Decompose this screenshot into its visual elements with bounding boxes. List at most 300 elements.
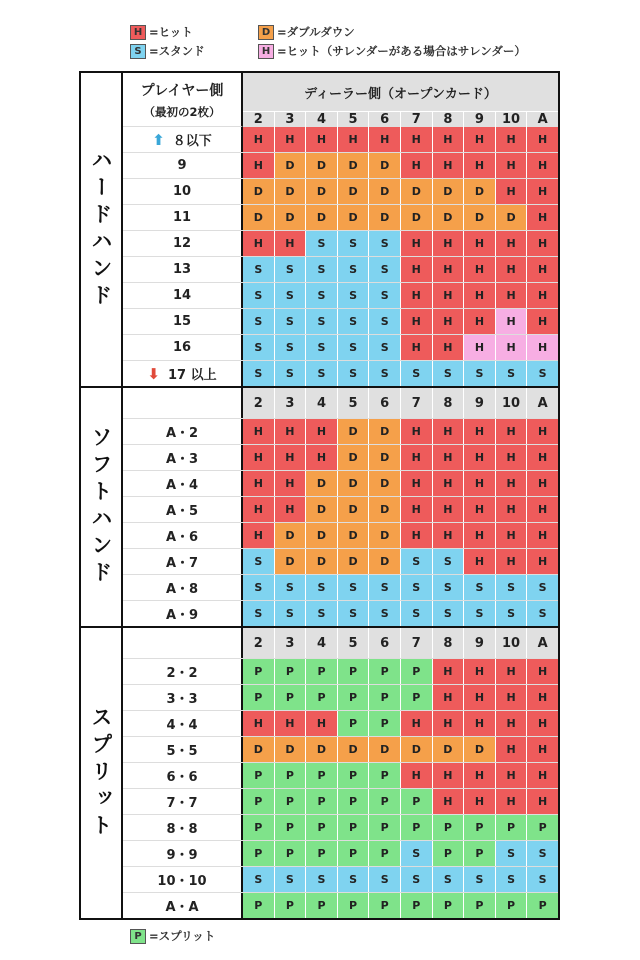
action-cell: P bbox=[243, 763, 275, 788]
action-cell: D bbox=[338, 445, 370, 470]
legend-surrender bbox=[258, 43, 526, 59]
action-cell: H bbox=[433, 789, 465, 814]
blank-header bbox=[123, 388, 243, 418]
table-row bbox=[123, 127, 558, 153]
action-cell: H bbox=[433, 335, 465, 360]
action-cell: H bbox=[527, 153, 558, 178]
action-cell: D bbox=[369, 497, 401, 522]
legend-swatch-split: P bbox=[130, 929, 146, 944]
action-cell: H bbox=[401, 153, 433, 178]
action-cell: H bbox=[275, 471, 307, 496]
action-cell: D bbox=[369, 471, 401, 496]
row-label-text: 14 bbox=[172, 288, 192, 303]
strategy-chart bbox=[79, 71, 560, 920]
table-row bbox=[123, 283, 558, 309]
action-cell: P bbox=[275, 659, 307, 684]
action-cell: H bbox=[464, 419, 496, 444]
action-cell: D bbox=[401, 179, 433, 204]
table-row bbox=[123, 789, 558, 815]
action-cell: S bbox=[275, 335, 307, 360]
dealer-card-header: 5 bbox=[338, 112, 370, 127]
dealer-card-header: 9 bbox=[464, 388, 496, 418]
action-cell: D bbox=[306, 471, 338, 496]
action-cell: P bbox=[275, 815, 307, 840]
row-label bbox=[123, 523, 243, 548]
action-cell: D bbox=[401, 205, 433, 230]
row-label bbox=[123, 867, 243, 892]
action-cell: S bbox=[496, 841, 528, 866]
action-cell: H bbox=[464, 523, 496, 548]
action-cell: S bbox=[338, 867, 370, 892]
action-cell: P bbox=[433, 893, 465, 918]
action-cell: S bbox=[401, 841, 433, 866]
action-cell: S bbox=[243, 283, 275, 308]
row-label-text: A・5 bbox=[165, 504, 199, 519]
action-cell: P bbox=[464, 815, 496, 840]
action-cell: P bbox=[243, 685, 275, 710]
table-row bbox=[123, 257, 558, 283]
action-cell: P bbox=[275, 789, 307, 814]
action-cell: P bbox=[243, 841, 275, 866]
row-label-text: 17 以上 bbox=[167, 368, 217, 383]
section-hard-hand bbox=[81, 73, 558, 388]
dealer-card-header: 7 bbox=[401, 388, 433, 418]
action-cell: H bbox=[496, 179, 528, 204]
action-cell: D bbox=[338, 179, 370, 204]
action-cell: P bbox=[338, 659, 370, 684]
action-cell: D bbox=[275, 549, 307, 574]
action-cell: S bbox=[496, 361, 528, 386]
action-cell: H bbox=[496, 471, 528, 496]
action-cell: P bbox=[338, 711, 370, 736]
action-cell: H bbox=[433, 127, 465, 152]
table-row bbox=[123, 685, 558, 711]
action-cell: D bbox=[433, 205, 465, 230]
player-header bbox=[123, 73, 243, 127]
action-cell: H bbox=[496, 419, 528, 444]
row-label bbox=[123, 419, 243, 444]
action-cell: S bbox=[243, 867, 275, 892]
action-cell: S bbox=[433, 867, 465, 892]
player-subtitle: （最初の2枚） bbox=[143, 104, 221, 119]
action-cell: H bbox=[433, 153, 465, 178]
legend-swatch-hit: H bbox=[130, 25, 146, 40]
action-cell: D bbox=[243, 737, 275, 762]
dealer-card-header: 9 bbox=[464, 112, 496, 127]
dealer-card-header: 7 bbox=[401, 112, 433, 127]
action-cell: D bbox=[464, 179, 496, 204]
row-label bbox=[123, 309, 243, 334]
action-cell: H bbox=[401, 419, 433, 444]
table-row bbox=[123, 471, 558, 497]
action-cell: P bbox=[243, 789, 275, 814]
action-cell: H bbox=[401, 335, 433, 360]
action-cell: H bbox=[275, 711, 307, 736]
legend-text-split: =スプリット bbox=[149, 929, 216, 943]
table-row bbox=[123, 841, 558, 867]
action-cell: S bbox=[433, 549, 465, 574]
action-cell: H bbox=[401, 471, 433, 496]
action-cell: H bbox=[338, 127, 370, 152]
action-cell: S bbox=[527, 601, 558, 626]
action-cell: S bbox=[338, 283, 370, 308]
row-label-text: 10 bbox=[172, 184, 192, 199]
action-cell: D bbox=[306, 205, 338, 230]
action-cell: D bbox=[275, 205, 307, 230]
row-label-text: A・7 bbox=[165, 556, 199, 571]
row-label-text: 11 bbox=[172, 210, 192, 225]
action-cell: S bbox=[275, 309, 307, 334]
action-cell: H bbox=[527, 283, 558, 308]
arrow-up-icon: ⬆ bbox=[152, 130, 165, 149]
dealer-card-header: 6 bbox=[369, 388, 401, 418]
action-cell: S bbox=[275, 283, 307, 308]
action-cell: P bbox=[275, 893, 307, 918]
action-cell: P bbox=[401, 659, 433, 684]
row-label bbox=[123, 841, 243, 866]
action-cell: P bbox=[306, 893, 338, 918]
row-label bbox=[123, 549, 243, 574]
dealer-card-header: A bbox=[527, 388, 558, 418]
action-cell: H bbox=[243, 497, 275, 522]
table-row bbox=[123, 815, 558, 841]
action-cell: H bbox=[433, 419, 465, 444]
table-row bbox=[123, 335, 558, 361]
action-cell: H bbox=[433, 283, 465, 308]
dealer-card-header: 4 bbox=[306, 388, 338, 418]
arrow-down-icon: ⬇ bbox=[147, 364, 160, 383]
action-cell: H bbox=[243, 419, 275, 444]
row-label bbox=[123, 575, 243, 600]
row-label bbox=[123, 815, 243, 840]
action-cell: D bbox=[369, 205, 401, 230]
row-label-text: A・2 bbox=[165, 426, 199, 441]
action-cell: P bbox=[369, 685, 401, 710]
row-label-text: 2・2 bbox=[166, 666, 198, 681]
action-cell: H bbox=[433, 523, 465, 548]
row-label bbox=[123, 361, 243, 386]
row-label-text: A・4 bbox=[165, 478, 199, 493]
action-cell: S bbox=[464, 867, 496, 892]
dealer-card-row bbox=[123, 388, 558, 419]
action-cell: D bbox=[369, 445, 401, 470]
player-title: プレイヤー側 bbox=[140, 82, 224, 99]
action-cell: P bbox=[243, 815, 275, 840]
dealer-card-header: 8 bbox=[433, 388, 465, 418]
row-label bbox=[123, 737, 243, 762]
action-cell: P bbox=[275, 685, 307, 710]
action-cell: P bbox=[401, 789, 433, 814]
dealer-card-header: 3 bbox=[275, 112, 307, 127]
action-cell: P bbox=[306, 841, 338, 866]
action-cell: H bbox=[496, 523, 528, 548]
row-label-text: 9・9 bbox=[166, 848, 198, 863]
table-row bbox=[123, 737, 558, 763]
action-cell: H bbox=[275, 497, 307, 522]
legend-double bbox=[258, 24, 355, 40]
action-cell: H bbox=[433, 471, 465, 496]
action-cell: S bbox=[433, 361, 465, 386]
action-cell: D bbox=[369, 419, 401, 444]
action-cell: H bbox=[527, 659, 558, 684]
action-cell: H bbox=[464, 153, 496, 178]
action-cell: S bbox=[369, 867, 401, 892]
table-row bbox=[123, 523, 558, 549]
action-cell: D bbox=[338, 737, 370, 762]
action-cell: H bbox=[306, 445, 338, 470]
table-row bbox=[123, 601, 558, 626]
action-cell: S bbox=[243, 257, 275, 282]
action-cell: P bbox=[275, 841, 307, 866]
dealer-card-header: 4 bbox=[306, 112, 338, 127]
action-cell: S bbox=[369, 335, 401, 360]
action-cell: H bbox=[433, 445, 465, 470]
action-cell: S bbox=[243, 309, 275, 334]
action-cell: H bbox=[496, 549, 528, 574]
row-label bbox=[123, 179, 243, 204]
action-cell: S bbox=[306, 601, 338, 626]
row-label bbox=[123, 497, 243, 522]
action-cell: H bbox=[243, 523, 275, 548]
section-label: ハードハンド bbox=[89, 148, 113, 311]
dealer-card-header: 10 bbox=[496, 628, 528, 658]
legend-hit bbox=[130, 24, 193, 40]
action-cell: S bbox=[527, 575, 558, 600]
action-cell: S bbox=[401, 549, 433, 574]
action-cell: P bbox=[401, 685, 433, 710]
table-row bbox=[123, 893, 558, 918]
action-cell: H bbox=[496, 231, 528, 256]
action-cell: S bbox=[496, 867, 528, 892]
dealer-card-header: 6 bbox=[369, 628, 401, 658]
row-label-text: 5・5 bbox=[166, 744, 198, 759]
row-label bbox=[123, 789, 243, 814]
table-row bbox=[123, 153, 558, 179]
action-cell: S bbox=[243, 549, 275, 574]
table-row bbox=[123, 763, 558, 789]
action-cell: D bbox=[275, 179, 307, 204]
action-cell: H bbox=[433, 763, 465, 788]
action-cell: P bbox=[275, 763, 307, 788]
action-cell: H bbox=[401, 283, 433, 308]
action-cell: S bbox=[275, 601, 307, 626]
section-side bbox=[81, 73, 123, 386]
action-cell: P bbox=[433, 815, 465, 840]
row-label bbox=[123, 763, 243, 788]
action-cell: S bbox=[527, 867, 558, 892]
dealer-card-header: 8 bbox=[433, 628, 465, 658]
action-cell: D bbox=[338, 419, 370, 444]
action-cell: H bbox=[527, 257, 558, 282]
row-label-text: A・3 bbox=[165, 452, 199, 467]
row-label-text: A・A bbox=[165, 900, 199, 915]
action-cell: D bbox=[243, 179, 275, 204]
table-row bbox=[123, 231, 558, 257]
action-cell: H bbox=[464, 659, 496, 684]
row-label-text: 7・7 bbox=[166, 796, 198, 811]
action-cell: S bbox=[369, 361, 401, 386]
row-label-text: 10・10 bbox=[157, 874, 207, 889]
action-cell: P bbox=[338, 763, 370, 788]
action-cell: P bbox=[496, 893, 528, 918]
action-cell: H bbox=[369, 127, 401, 152]
action-cell: P bbox=[401, 893, 433, 918]
action-cell: P bbox=[306, 789, 338, 814]
action-cell: D bbox=[275, 737, 307, 762]
action-cell: H bbox=[401, 763, 433, 788]
action-cell: D bbox=[306, 153, 338, 178]
row-label bbox=[123, 471, 243, 496]
action-cell: H bbox=[496, 737, 528, 762]
action-cell: H bbox=[243, 153, 275, 178]
legend-text-stand: =スタンド bbox=[149, 44, 205, 58]
action-cell: H bbox=[527, 231, 558, 256]
action-cell: S bbox=[496, 601, 528, 626]
action-cell: S bbox=[401, 867, 433, 892]
table-row bbox=[123, 361, 558, 386]
action-cell: P bbox=[243, 893, 275, 918]
action-cell: H bbox=[464, 231, 496, 256]
action-cell: S bbox=[369, 309, 401, 334]
action-cell: H bbox=[527, 737, 558, 762]
action-cell: S bbox=[306, 309, 338, 334]
action-cell: H bbox=[401, 497, 433, 522]
action-cell: H bbox=[527, 763, 558, 788]
legend-stand bbox=[130, 43, 205, 59]
blank-header bbox=[123, 628, 243, 658]
row-label bbox=[123, 257, 243, 282]
legend-text-hit: =ヒット bbox=[149, 25, 193, 39]
action-cell: H bbox=[464, 309, 496, 334]
action-cell: S bbox=[527, 841, 558, 866]
action-cell: S bbox=[338, 601, 370, 626]
dealer-card-header: 2 bbox=[243, 112, 275, 127]
action-cell: D bbox=[401, 737, 433, 762]
section-split bbox=[81, 628, 558, 918]
row-label-text: 16 bbox=[172, 340, 192, 355]
action-cell: H bbox=[243, 445, 275, 470]
action-cell: D bbox=[433, 737, 465, 762]
action-cell: P bbox=[369, 763, 401, 788]
legend-text-double: =ダブルダウン bbox=[277, 25, 355, 39]
action-cell: H bbox=[527, 549, 558, 574]
action-cell: H bbox=[433, 497, 465, 522]
table-row bbox=[123, 549, 558, 575]
action-cell: S bbox=[369, 231, 401, 256]
action-cell: H bbox=[496, 685, 528, 710]
action-cell: S bbox=[433, 601, 465, 626]
action-cell: D bbox=[306, 179, 338, 204]
action-cell: S bbox=[243, 361, 275, 386]
row-label bbox=[123, 601, 243, 626]
action-cell: H bbox=[527, 127, 558, 152]
action-cell: P bbox=[306, 815, 338, 840]
action-cell: H bbox=[496, 153, 528, 178]
row-label-text: 8・8 bbox=[166, 822, 198, 837]
action-cell: P bbox=[306, 763, 338, 788]
dealer-card-header: 3 bbox=[275, 628, 307, 658]
action-cell: H bbox=[496, 763, 528, 788]
row-label-text: ８以下 bbox=[172, 134, 212, 149]
action-cell: D bbox=[496, 205, 528, 230]
row-label-text: 12 bbox=[172, 236, 192, 251]
dealer-title: ディーラー側（オープンカード） bbox=[243, 73, 558, 112]
action-cell: S bbox=[369, 283, 401, 308]
action-cell: S bbox=[527, 361, 558, 386]
row-label bbox=[123, 283, 243, 308]
action-cell: H bbox=[527, 471, 558, 496]
action-cell: D bbox=[338, 497, 370, 522]
section-label: スプリット bbox=[89, 705, 113, 841]
action-cell: S bbox=[401, 361, 433, 386]
action-cell: H bbox=[433, 257, 465, 282]
action-cell: H bbox=[464, 685, 496, 710]
action-cell: P bbox=[464, 893, 496, 918]
action-cell: H bbox=[496, 309, 528, 334]
legend-swatch-surrender: H bbox=[258, 44, 274, 59]
action-cell: H bbox=[306, 127, 338, 152]
row-label-text: A・9 bbox=[165, 608, 199, 623]
action-cell: S bbox=[496, 575, 528, 600]
action-cell: P bbox=[496, 815, 528, 840]
legend-split bbox=[130, 928, 215, 944]
action-cell: P bbox=[338, 841, 370, 866]
dealer-card-header: 8 bbox=[433, 112, 465, 127]
action-cell: D bbox=[338, 205, 370, 230]
action-cell: H bbox=[527, 711, 558, 736]
action-cell: S bbox=[338, 257, 370, 282]
dealer-card-header: 4 bbox=[306, 628, 338, 658]
action-cell: P bbox=[527, 815, 558, 840]
table-row bbox=[123, 497, 558, 523]
action-cell: H bbox=[243, 471, 275, 496]
action-cell: D bbox=[338, 523, 370, 548]
table-row bbox=[123, 309, 558, 335]
dealer-card-header: 3 bbox=[275, 388, 307, 418]
row-label-text: 4・4 bbox=[166, 718, 198, 733]
action-cell: H bbox=[527, 419, 558, 444]
action-cell: D bbox=[275, 523, 307, 548]
action-cell: S bbox=[306, 283, 338, 308]
action-cell: P bbox=[464, 841, 496, 866]
table-row bbox=[123, 419, 558, 445]
action-cell: H bbox=[243, 127, 275, 152]
dealer-card-header: 2 bbox=[243, 388, 275, 418]
action-cell: H bbox=[433, 309, 465, 334]
action-cell: S bbox=[369, 257, 401, 282]
row-label-text: 15 bbox=[172, 314, 192, 329]
action-cell: H bbox=[527, 309, 558, 334]
action-cell: H bbox=[464, 445, 496, 470]
action-cell: H bbox=[275, 445, 307, 470]
action-cell: P bbox=[306, 659, 338, 684]
action-cell: S bbox=[306, 257, 338, 282]
action-cell: H bbox=[464, 127, 496, 152]
action-cell: D bbox=[306, 549, 338, 574]
action-cell: P bbox=[338, 685, 370, 710]
row-label bbox=[123, 711, 243, 736]
action-cell: H bbox=[496, 497, 528, 522]
action-cell: P bbox=[369, 815, 401, 840]
row-label bbox=[123, 231, 243, 256]
legend-swatch-double: D bbox=[258, 25, 274, 40]
dealer-card-header: 7 bbox=[401, 628, 433, 658]
action-cell: D bbox=[243, 205, 275, 230]
action-cell: S bbox=[464, 601, 496, 626]
action-cell: D bbox=[369, 179, 401, 204]
action-cell: H bbox=[527, 497, 558, 522]
action-cell: H bbox=[401, 231, 433, 256]
